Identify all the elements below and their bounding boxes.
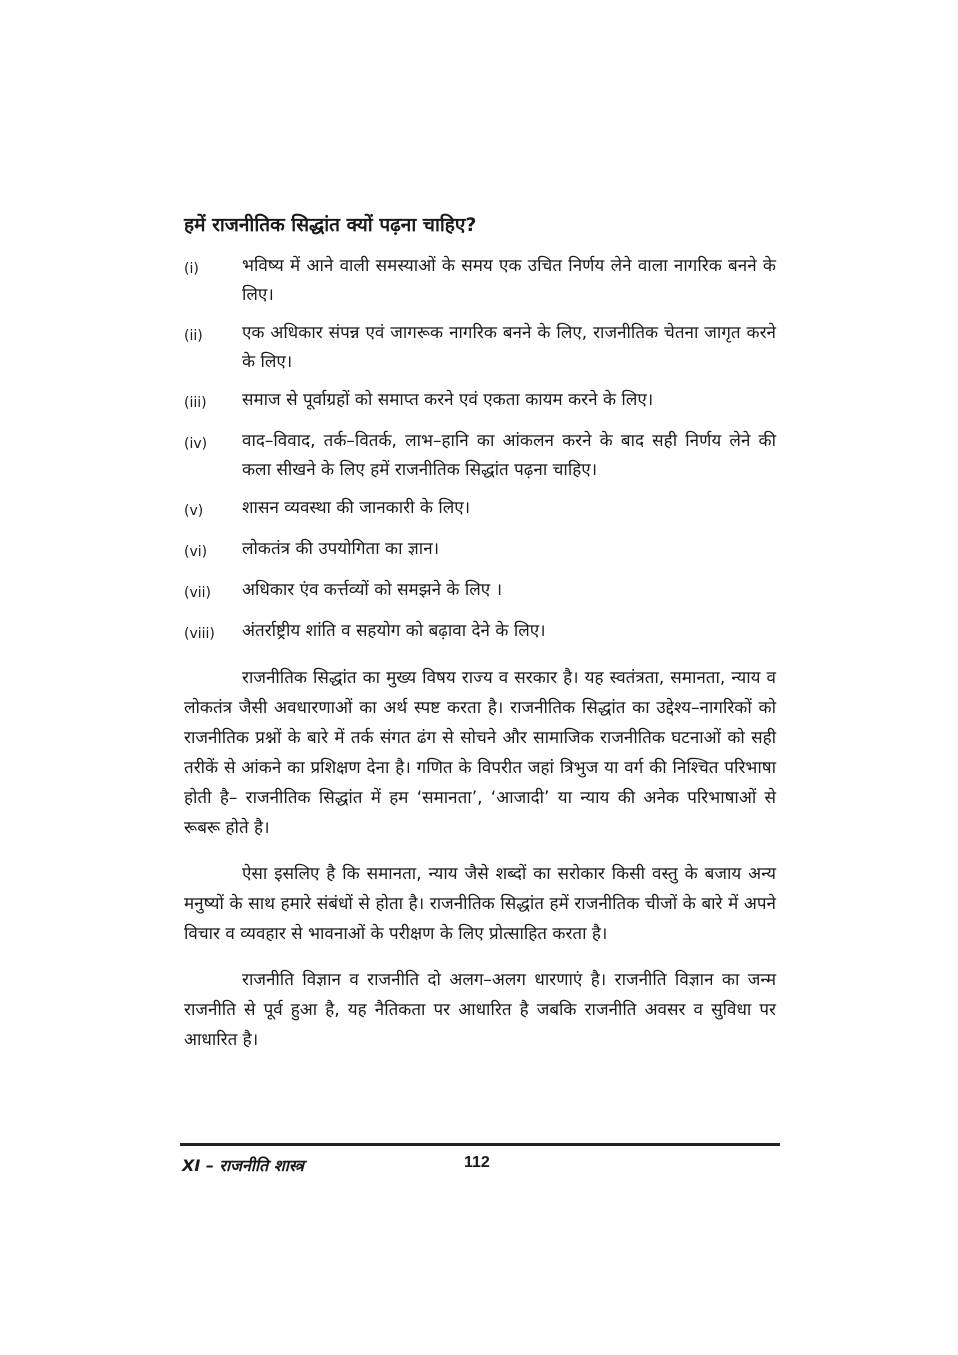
list-item-number: (iii) — [184, 395, 207, 411]
page-footer — [180, 1154, 780, 1178]
list-item-number: (v) — [184, 503, 204, 519]
list-item-text: वाद–विवाद, तर्क–वितर्क, लाभ–हानि का आंकलन करने के बाद सही निर्णय लेने की कला सीखने के लिए हमें राजनीतिक सिद्धांत पढ़ना चाहिए। — [242, 431, 776, 480]
page-content — [184, 212, 776, 1055]
list-item — [184, 617, 776, 649]
list-item — [184, 319, 776, 377]
body-paragraph: ऐसा इसलिए है कि समानता, न्याय जैसे शब्दों का सरोकार किसी वस्तु के बजाय अन्य मनुष्यों के साथ हमारे संबंधों से होता है। राजनीतिक सिद्धांत हमें राजनीतिक चीजों के बारे में अपने विचार व व्यवहार से भावनाओं के परीक्षण के लिए प्रोत्साहित करता है। — [184, 864, 776, 944]
list-item-number: (iv) — [184, 436, 208, 452]
list-item-text: समाज से पूर्वाग्रहों को समाप्त करने एवं एकता कायम करने के लिए। — [242, 390, 654, 410]
section-heading: हमें राजनीतिक सिद्धांत क्यों पढ़ना चाहिए? — [184, 214, 477, 236]
list-item-number: (vii) — [184, 585, 211, 601]
list-item-number: (ii) — [184, 328, 203, 344]
list-item-text: अंतर्राष्ट्रीय शांति व सहयोग को बढ़ावा देने के लिए। — [242, 621, 546, 641]
body-paragraph: राजनीति विज्ञान व राजनीति दो अलग–अलग धारणाएं है। राजनीति विज्ञान का जन्म राजनीति से पूर्व हुआ है, यह नैतिकता पर आधारित है जबकि राजनीति अवसर व सुविधा पर आधारित है। — [184, 970, 776, 1050]
list-item-text: अधिकार एंव कर्त्तव्यों को समझने के लिए । — [242, 580, 503, 600]
list-item — [184, 576, 776, 608]
list-item-text: एक अधिकार संपन्न एवं जागरूक नागरिक बनने के लिए, राजनीतिक चेतना जागृत करने के लिए। — [242, 323, 776, 372]
list-item-number: (viii) — [184, 626, 215, 642]
list-item — [184, 427, 776, 485]
list-item — [184, 535, 776, 567]
list-item-number: (vi) — [184, 544, 208, 560]
list-item-text: भविष्य में आने वाली समस्याओं के समय एक उचित निर्णय लेने वाला नागरिक बनने के लिए। — [242, 256, 776, 305]
list-item — [184, 494, 776, 526]
list-item — [184, 252, 776, 310]
reasons-list — [184, 252, 776, 649]
page-number: 112 — [464, 1154, 490, 1171]
body-paragraph: राजनीतिक सिद्धांत का मुख्य विषय राज्य व सरकार है। यह स्वतंत्रता, समानता, न्याय व लोकतंत्र जैसी अवधारणाओं का अर्थ स्पष्ट करता है। राजनीतिक सिद्धांत का उद्देश्य–नागरिकों को राजनीतिक प्रश्नों के बारे में तर्क संगत ढंग से सोचने और सामाजिक राजनीतिक घटनाओं को सही तरीकें से आंकने का प्रशिक्षण देना है। गणित के विपरीत जहां त्रिभुज या वर्ग की निश्चित परिभाषा होती है– राजनीतिक सिद्धांत में हम ‘समानता’, ‘आजादी’ या न्याय की अनेक परिभाषाओं से रूबरू होते है। — [184, 668, 776, 838]
footer-divider — [180, 1143, 780, 1146]
list-item-text: लोकतंत्र की उपयोगिता का ज्ञान। — [242, 539, 440, 559]
footer-book-title: XI – राजनीति शास्त्र — [182, 1156, 304, 1175]
list-item-text: शासन व्यवस्था की जानकारी के लिए। — [242, 498, 471, 518]
list-item — [184, 386, 776, 418]
list-item-number: (i) — [184, 261, 199, 277]
